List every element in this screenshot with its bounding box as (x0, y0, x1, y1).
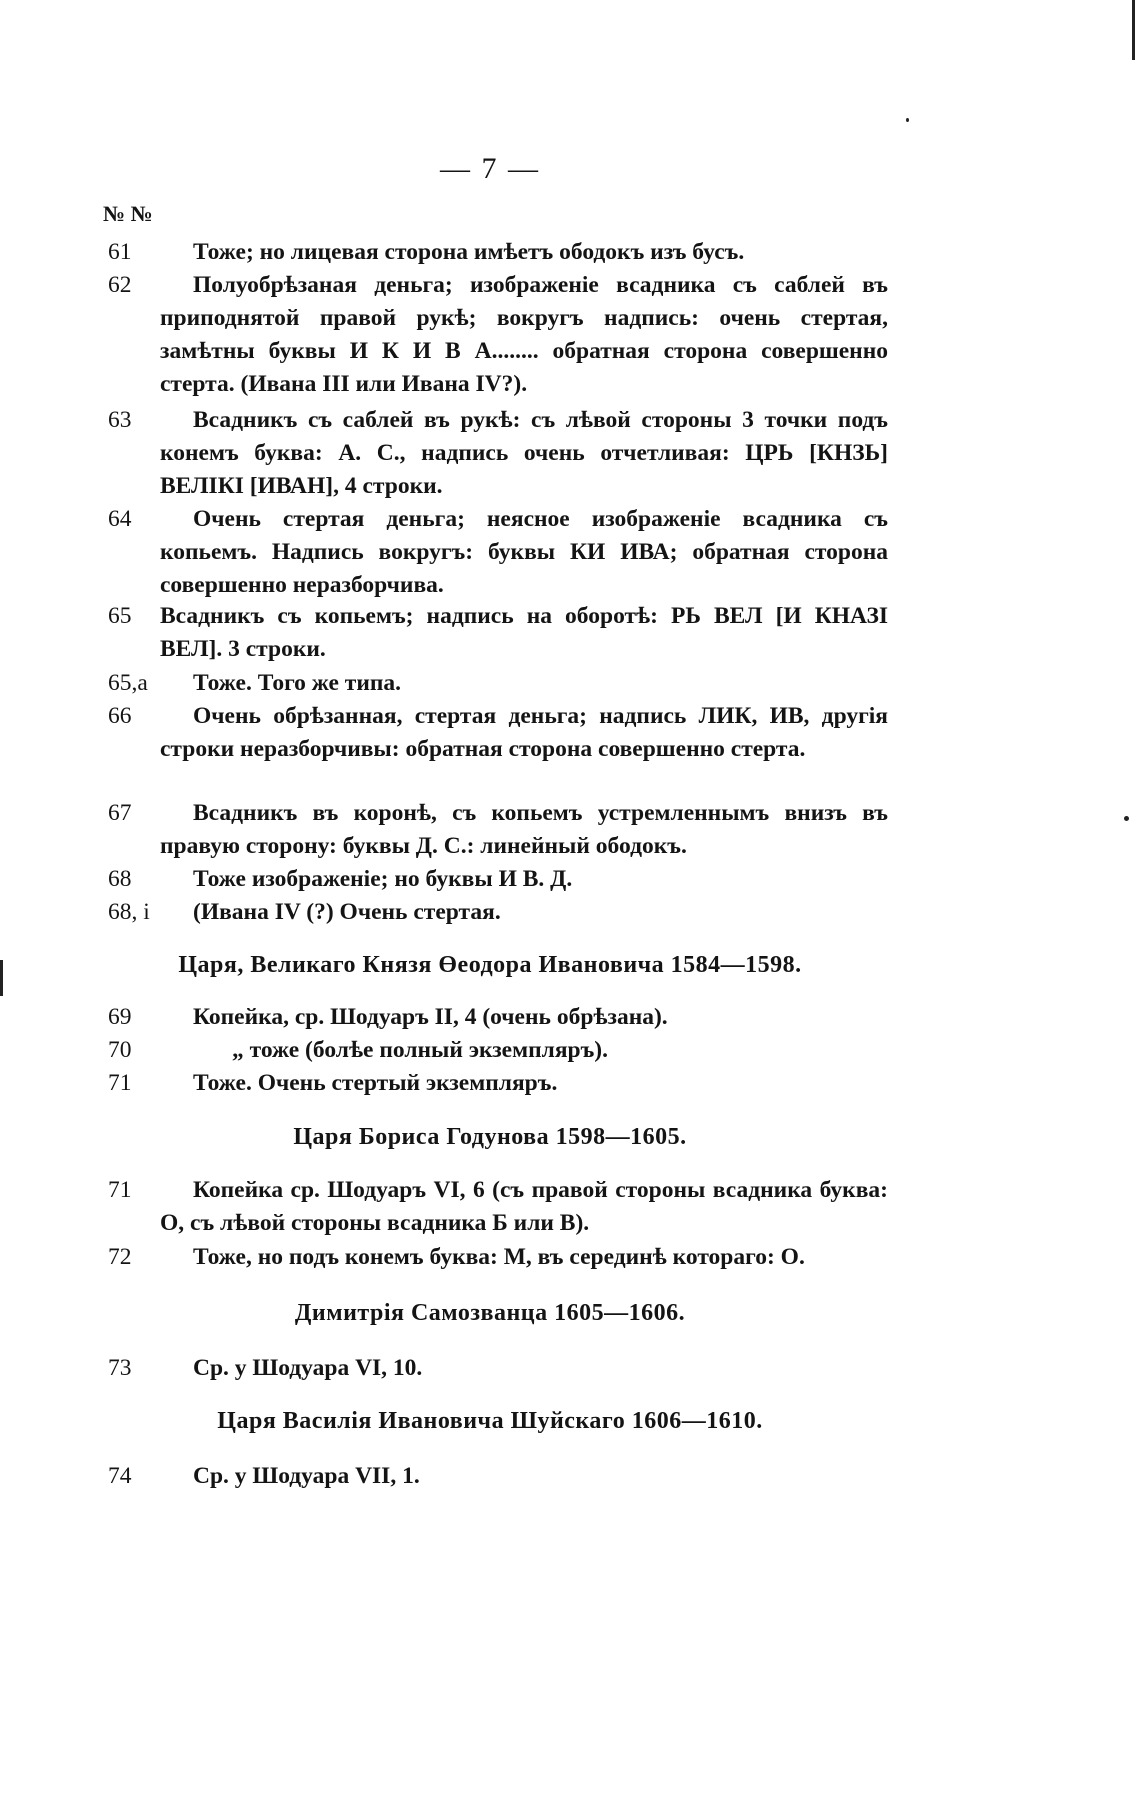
entry-text: Всадникъ съ копьемъ; надпись на оборотѣ: РЬ ВЕЛ [И КНАЗІ ВЕЛ]. 3 строки. (160, 603, 888, 662)
entry-number: 71 (108, 1070, 132, 1096)
entry-text: Всадникъ съ саблей въ рукѣ: съ лѣвой стороны 3 точки подъ конемъ буква: А. С., надпись очень отчетливая: ЦРЬ [КНЗЬ] ВЕЛІКІ [ИВАН], 4 строки. (160, 407, 888, 499)
scan-speck (906, 118, 909, 122)
catalog-entry (108, 1034, 888, 1067)
section-heading-feodor: Царя, Великаго Князя Өеодора Ивановича 1584—1598. (178, 952, 802, 978)
catalog-entry (108, 667, 888, 700)
catalog-entry (108, 1460, 888, 1493)
section-heading-dimitri: Димитрія Самозванца 1605—1606. (294, 1300, 686, 1326)
catalog-entry (108, 600, 888, 666)
entry-number: 65 (108, 603, 132, 629)
entry-text: Копейка, ср. Шодуаръ II, 4 (очень обрѣзана). (193, 1004, 668, 1030)
page-number: — 7 — (440, 152, 540, 185)
scan-edge-mark (0, 960, 3, 996)
entry-text: Полуобрѣзаная деньга; изображеніе всадника съ саблей въ приподнятой правой рукѣ; вокругъ надпись: очень стертая, замѣтны буквы И К И В А........ обратная сторона совершенно стерта. (Ивана III или Ивана IV?). (160, 272, 888, 397)
section-heading-boris: Царя Бориса Годунова 1598—1605. (293, 1124, 687, 1150)
entry-number: 66 (108, 703, 132, 729)
catalog-entry (108, 1067, 888, 1100)
catalog-entry (108, 896, 888, 929)
entry-number: 68 (108, 866, 132, 892)
entry-text: „ тоже (болѣе полный экземпляръ). (232, 1037, 608, 1063)
entry-number: 71 (108, 1177, 132, 1203)
entry-text: (Ивана IV (?) Очень стертая. (193, 899, 501, 925)
catalog-entry (108, 1174, 888, 1240)
entry-number: 61 (108, 239, 132, 265)
section-heading-vasily: Царя Василія Ивановича Шуйскаго 1606—1610. (217, 1408, 763, 1434)
catalog-entry (108, 1001, 888, 1034)
catalog-entry (108, 1241, 888, 1274)
entry-text: Очень стертая деньга; неясное изображеніе всадника съ копьемъ. Надпись вокругъ: буквы КИ ИВА; обратная сторона совершенно неразборчива. (160, 506, 888, 598)
entry-number: 64 (108, 506, 132, 532)
entry-number: 65,а (108, 670, 148, 696)
entry-number: 67 (108, 800, 132, 826)
scan-speck (1124, 816, 1129, 821)
entry-number: 63 (108, 407, 132, 433)
catalog-entry (108, 404, 888, 503)
entry-number: 70 (108, 1037, 132, 1063)
entry-text: Тоже, но подъ конемъ буква: М, въ серединѣ котораго: О. (193, 1244, 805, 1270)
numero-label: № № (103, 201, 153, 226)
entry-text: Копейка ср. Шодуаръ VI, 6 (съ правой стороны всадника буква: О, съ лѣвой стороны всадника Б или В). (160, 1177, 888, 1236)
entry-text: Ср. у Шодуара VI, 10. (193, 1355, 423, 1381)
entry-text: Тоже изображеніе; но буквы И В. Д. (193, 866, 573, 892)
entry-text: Тоже. Того же типа. (193, 670, 402, 696)
entry-number: 68, і (108, 899, 150, 925)
catalog-entry (108, 503, 888, 602)
catalog-entry (108, 863, 888, 896)
entry-number: 74 (108, 1463, 132, 1489)
entry-number: 69 (108, 1004, 132, 1030)
catalog-entry (108, 1352, 888, 1385)
entry-number: 72 (108, 1244, 132, 1270)
entry-text: Всадникъ въ коронѣ, съ копьемъ устремленнымъ внизъ въ правую сторону: буквы Д. С.: линейный ободокъ. (160, 800, 888, 859)
catalog-entry (108, 269, 888, 401)
entry-text: Ср. у Шодуара VII, 1. (193, 1463, 420, 1489)
entry-text: Тоже; но лицевая сторона имѣетъ ободокъ изъ бусъ. (193, 239, 745, 265)
entry-text: Очень обрѣзанная, стертая деньга; надпись ЛИК, ИВ, другія строки неразборчивы: обратная сторона совершенно стерта. (160, 703, 888, 762)
entry-text: Тоже. Очень стертый экземпляръ. (193, 1070, 558, 1096)
scan-edge-mark (1132, 0, 1135, 60)
catalog-entry (108, 797, 888, 863)
entry-number: 73 (108, 1355, 132, 1381)
catalog-entry (108, 700, 888, 766)
entry-number: 62 (108, 272, 132, 298)
catalog-entry (108, 236, 888, 269)
